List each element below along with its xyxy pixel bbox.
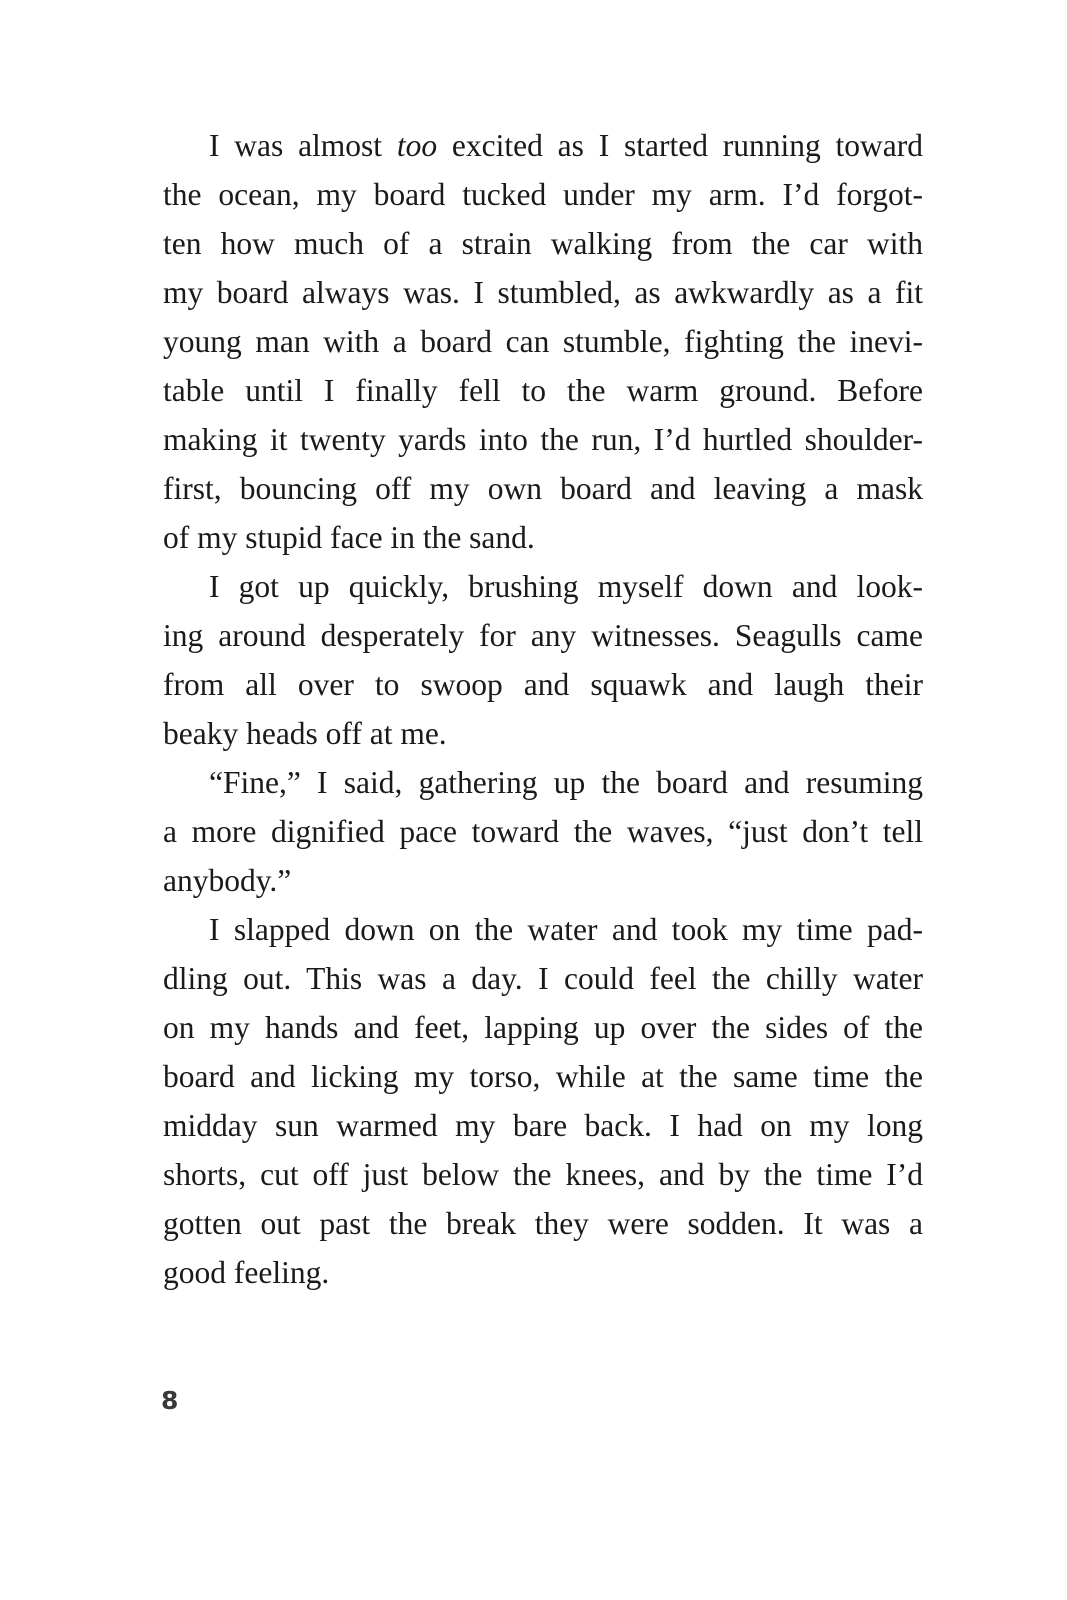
text-run: gotten out past the break they were sodden. It was a [163, 1206, 923, 1241]
text-line [163, 905, 923, 954]
text-line [163, 1150, 923, 1199]
text-line [163, 121, 923, 170]
text-line [163, 856, 923, 905]
text-run: shorts, cut off just below the knees, and by the time I’d [163, 1157, 923, 1192]
text-run: of my stupid face in the sand. [163, 520, 535, 555]
text-run: making it twenty yards into the run, I’d hurtled shoulder- [163, 422, 923, 457]
text-run: a more dignified pace toward the waves, “just don’t tell [163, 814, 923, 849]
paragraph [163, 121, 923, 562]
text-line [163, 464, 923, 513]
text-line [163, 1052, 923, 1101]
text-line [163, 1003, 923, 1052]
text-run: my board always was. I stumbled, as awkwardly as a fit [163, 275, 923, 310]
text-line [163, 170, 923, 219]
paragraph [163, 905, 923, 1297]
text-line [163, 660, 923, 709]
text-line [163, 954, 923, 1003]
text-run: board and licking my torso, while at the same time the [163, 1059, 923, 1094]
text-line [163, 415, 923, 464]
text-run: I was almost [209, 128, 397, 163]
text-line [163, 611, 923, 660]
page-number: 8 [161, 1386, 179, 1415]
text-run: I got up quickly, brushing myself down and look- [209, 569, 923, 604]
text-line [163, 513, 923, 562]
text-run: ten how much of a strain walking from the car with [163, 226, 923, 261]
text-run: I slapped down on the water and took my time pad- [209, 912, 923, 947]
text-run: first, bouncing off my own board and leaving a mask [163, 471, 923, 506]
text-run: on my hands and feet, lapping up over the sides of the [163, 1010, 923, 1045]
body-text [163, 121, 923, 1297]
text-line [163, 709, 923, 758]
text-line [163, 268, 923, 317]
text-line [163, 1101, 923, 1150]
text-line [163, 562, 923, 611]
text-run: from all over to swoop and squawk and laugh their [163, 667, 923, 702]
text-run: anybody.” [163, 863, 292, 898]
text-run: “Fine,” I said, gathering up the board and resuming [209, 765, 923, 800]
text-run: dling out. This was a day. I could feel the chilly water [163, 961, 923, 996]
text-run: the ocean, my board tucked under my arm. I’d forgot- [163, 177, 923, 212]
text-line [163, 1199, 923, 1248]
text-line [163, 1248, 923, 1297]
text-run: midday sun warmed my bare back. I had on my long [163, 1108, 923, 1143]
emphasis-text: too [396, 128, 438, 163]
text-run: good feeling. [163, 1255, 330, 1290]
text-run: beaky heads off at me. [163, 716, 447, 751]
text-line [163, 807, 923, 856]
paragraph [163, 562, 923, 758]
text-line [163, 219, 923, 268]
text-run: table until I finally fell to the warm ground. Before [163, 373, 923, 408]
text-run: young man with a board can stumble, fighting the inevi- [163, 324, 923, 359]
text-line [163, 366, 923, 415]
text-line [163, 317, 923, 366]
text-run: ing around desperately for any witnesses. Seagulls came [163, 618, 923, 653]
text-line [163, 758, 923, 807]
text-run: excited as I started running toward [437, 128, 923, 163]
paragraph [163, 758, 923, 905]
